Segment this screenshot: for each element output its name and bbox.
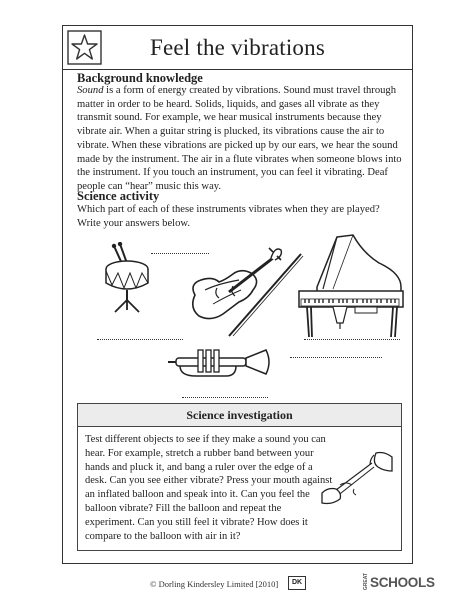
- great-schools-logo-text: SCHOOLS: [370, 574, 435, 590]
- trumpet-illustration: [166, 344, 276, 380]
- answer-line-piano[interactable]: [304, 339, 400, 340]
- answer-line-violin[interactable]: [97, 339, 183, 340]
- investigation-text: Test different objects to see if they make a sound you can hear. For example, stretch a rubber band between your hands and pluck it, and bang a ruler over the edge of a desk. Can you see either vibrate? Press your mouth against an inflated balloon and speak into it. Can you feel the balloon vibrate? Fill the balloon and repeat the experiment. Can you still feel it vibrate? How does it compare to the balloon with air in it?: [85, 434, 333, 542]
- answer-line-trumpet-right[interactable]: [290, 357, 382, 358]
- activity-text: Which part of each of these instruments vibrates when they are played? Write your answers below.: [77, 204, 380, 229]
- background-heading: Background knowledge: [77, 71, 203, 85]
- great-schools-logo-small: GREAT: [363, 573, 369, 591]
- great-schools-logo: [364, 573, 435, 591]
- page-title: Feel the vibrations: [150, 35, 325, 60]
- piano-illustration: [293, 233, 408, 341]
- investigation-heading: Science investigation: [77, 403, 402, 427]
- activity-heading: Science activity: [77, 189, 160, 203]
- background-text: is a form of energy created by vibrations. Sound must travel through matter in order to be heard. Solids, liquids, and gases all vibrate as they transmit sound. For example, we hear musical instruments because they vibrate air. When a guitar string is plucked, its vibrations cause the air to vibrate. When these vibrations are picked up by our ears, we hear the sound made by the instrument. The air in a flute vibrates when someone blows into the instrument. If you touch an instrument, you can feel it vibrating. Deaf people can “hear” music this way.: [77, 85, 402, 192]
- background-paragraph: [77, 84, 402, 194]
- rubber-band-hands-illustration: [318, 449, 398, 507]
- copyright-text: © Dorling Kindersley Limited [2010]: [150, 579, 279, 589]
- dk-logo: DK: [288, 576, 306, 590]
- lead-word: Sound: [77, 85, 104, 96]
- drum-illustration: [98, 242, 156, 314]
- answer-line-trumpet[interactable]: [182, 397, 268, 398]
